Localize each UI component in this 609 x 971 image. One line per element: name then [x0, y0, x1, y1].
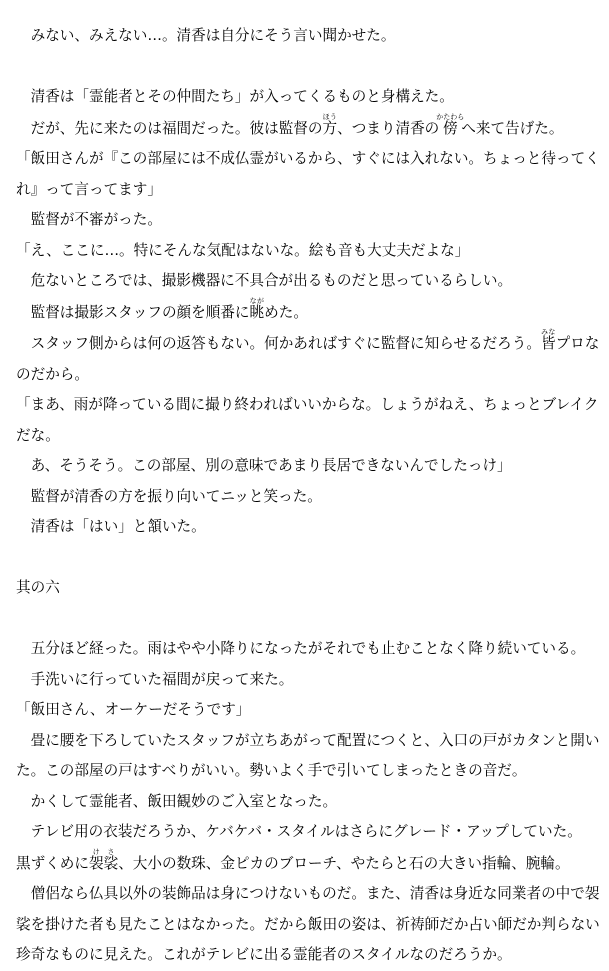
paragraph: 「まあ、雨が降っている間に撮り終わればいいからな。しょうがねえ、ちょっとブレイクだな。 — [16, 396, 599, 444]
text-segment: 監督は撮影スタッフの顔を順番に — [30, 303, 250, 321]
text-segment: へ来て告げた。 — [461, 119, 564, 137]
text-segment: 黒ずくめに — [16, 854, 89, 872]
ruby-text: 袈裟けさ — [88, 847, 119, 872]
paragraph: 監督が清香の方を振り向いてニッと笑った。 — [30, 487, 322, 505]
text-segment: だが、先に来たのは福間だった。彼は監督の — [30, 119, 323, 137]
text-segment: めた。 — [264, 303, 308, 321]
paragraph — [16, 113, 606, 145]
paragraph — [16, 297, 606, 329]
ruby-text: 傍かたわら — [436, 112, 465, 137]
paragraph: 僧侶なら仏具以外の装飾品は身につけないものだ。また、清香は身近な同業者の中で袈裟を掛けた者も見たことはなかった。だから飯田の姿は、祈祷師だか占い師だか判らない珍奇なものに見えた。これがテレビに出る霊能者のスタイルなのだろうか。 — [16, 885, 600, 963]
ruby-text: 方ほう — [322, 112, 338, 137]
ruby-text: 皆みな — [540, 328, 556, 352]
paragraph: 危ないところでは、撮影機器に不具合が出るものだと思っているらしい。 — [30, 272, 513, 289]
furigana: かたわら — [436, 112, 465, 121]
ruby-text: 眺なが — [249, 296, 265, 321]
paragraph: 手洗いに行っていた福間が戻って来た。 — [30, 670, 294, 688]
furigana: ほう — [322, 112, 338, 121]
paragraph — [16, 848, 606, 880]
text-segment: 、大小の数珠、金ピカのブローチ、やたらと石の大きい指輪、腕輪。 — [118, 854, 570, 872]
furigana: けさ — [88, 847, 119, 856]
paragraph: あ、そうそう。この部屋、別の意味であまり長居できないんでしたっけ」 — [30, 457, 512, 474]
paragraph: 「え、ここに…。特にそんな気配はないな。絵も音も大丈夫だよな」 — [16, 241, 470, 259]
paragraph: 清香は「霊能者とその仲間たち」が入ってくるものと身構えた。 — [30, 88, 454, 105]
novel-page — [16, 21, 606, 971]
paragraph: 監督が不審がった。 — [30, 211, 162, 228]
text-segment: スタッフ側からは何の返答もない。何かあればすぐに監督に知らせるだろう。 — [30, 335, 541, 352]
paragraph: 清香は「はい」と頷いた。 — [30, 518, 206, 535]
paragraph: テレビ用の衣装だろうか、ケバケバ・スタイルはさらにグレード・アップしていた。 — [30, 823, 582, 840]
paragraph: かくして霊能者、飯田観妙のご入室となった。 — [30, 792, 338, 810]
furigana: なが — [249, 296, 265, 305]
blank-line — [16, 52, 606, 83]
furigana: みな — [540, 328, 556, 336]
paragraph: 「飯田さんが『この部屋には不成仏霊がいるから、すぐには入れない。ちょっと待ってくれ』って言ってます」 — [16, 150, 600, 198]
blank-line — [16, 604, 606, 635]
blank-line — [16, 543, 606, 574]
paragraph: 畳に腰を下ろしていたスタッフが立ちあがって配置につくと、入口の戸がカタンと開いた。この部屋の戸はすべりがいい。勢いよく手で引いてしまったときの音だ。 — [16, 731, 600, 779]
paragraph: みない、みえない…。清香は自分にそう言い聞かせた。 — [30, 27, 396, 44]
paragraph: 其の六 — [16, 579, 60, 596]
text-segment: 、つまり清香の — [337, 119, 440, 137]
text-segment: プロなのだから。 — [16, 335, 600, 383]
paragraph — [16, 328, 606, 390]
paragraph: 五分ほど経った。雨はやや小降りになったがそれでも止むことなく降り続いている。 — [30, 640, 586, 657]
paragraph: 「飯田さん、オーケーだそうです」 — [16, 701, 251, 718]
